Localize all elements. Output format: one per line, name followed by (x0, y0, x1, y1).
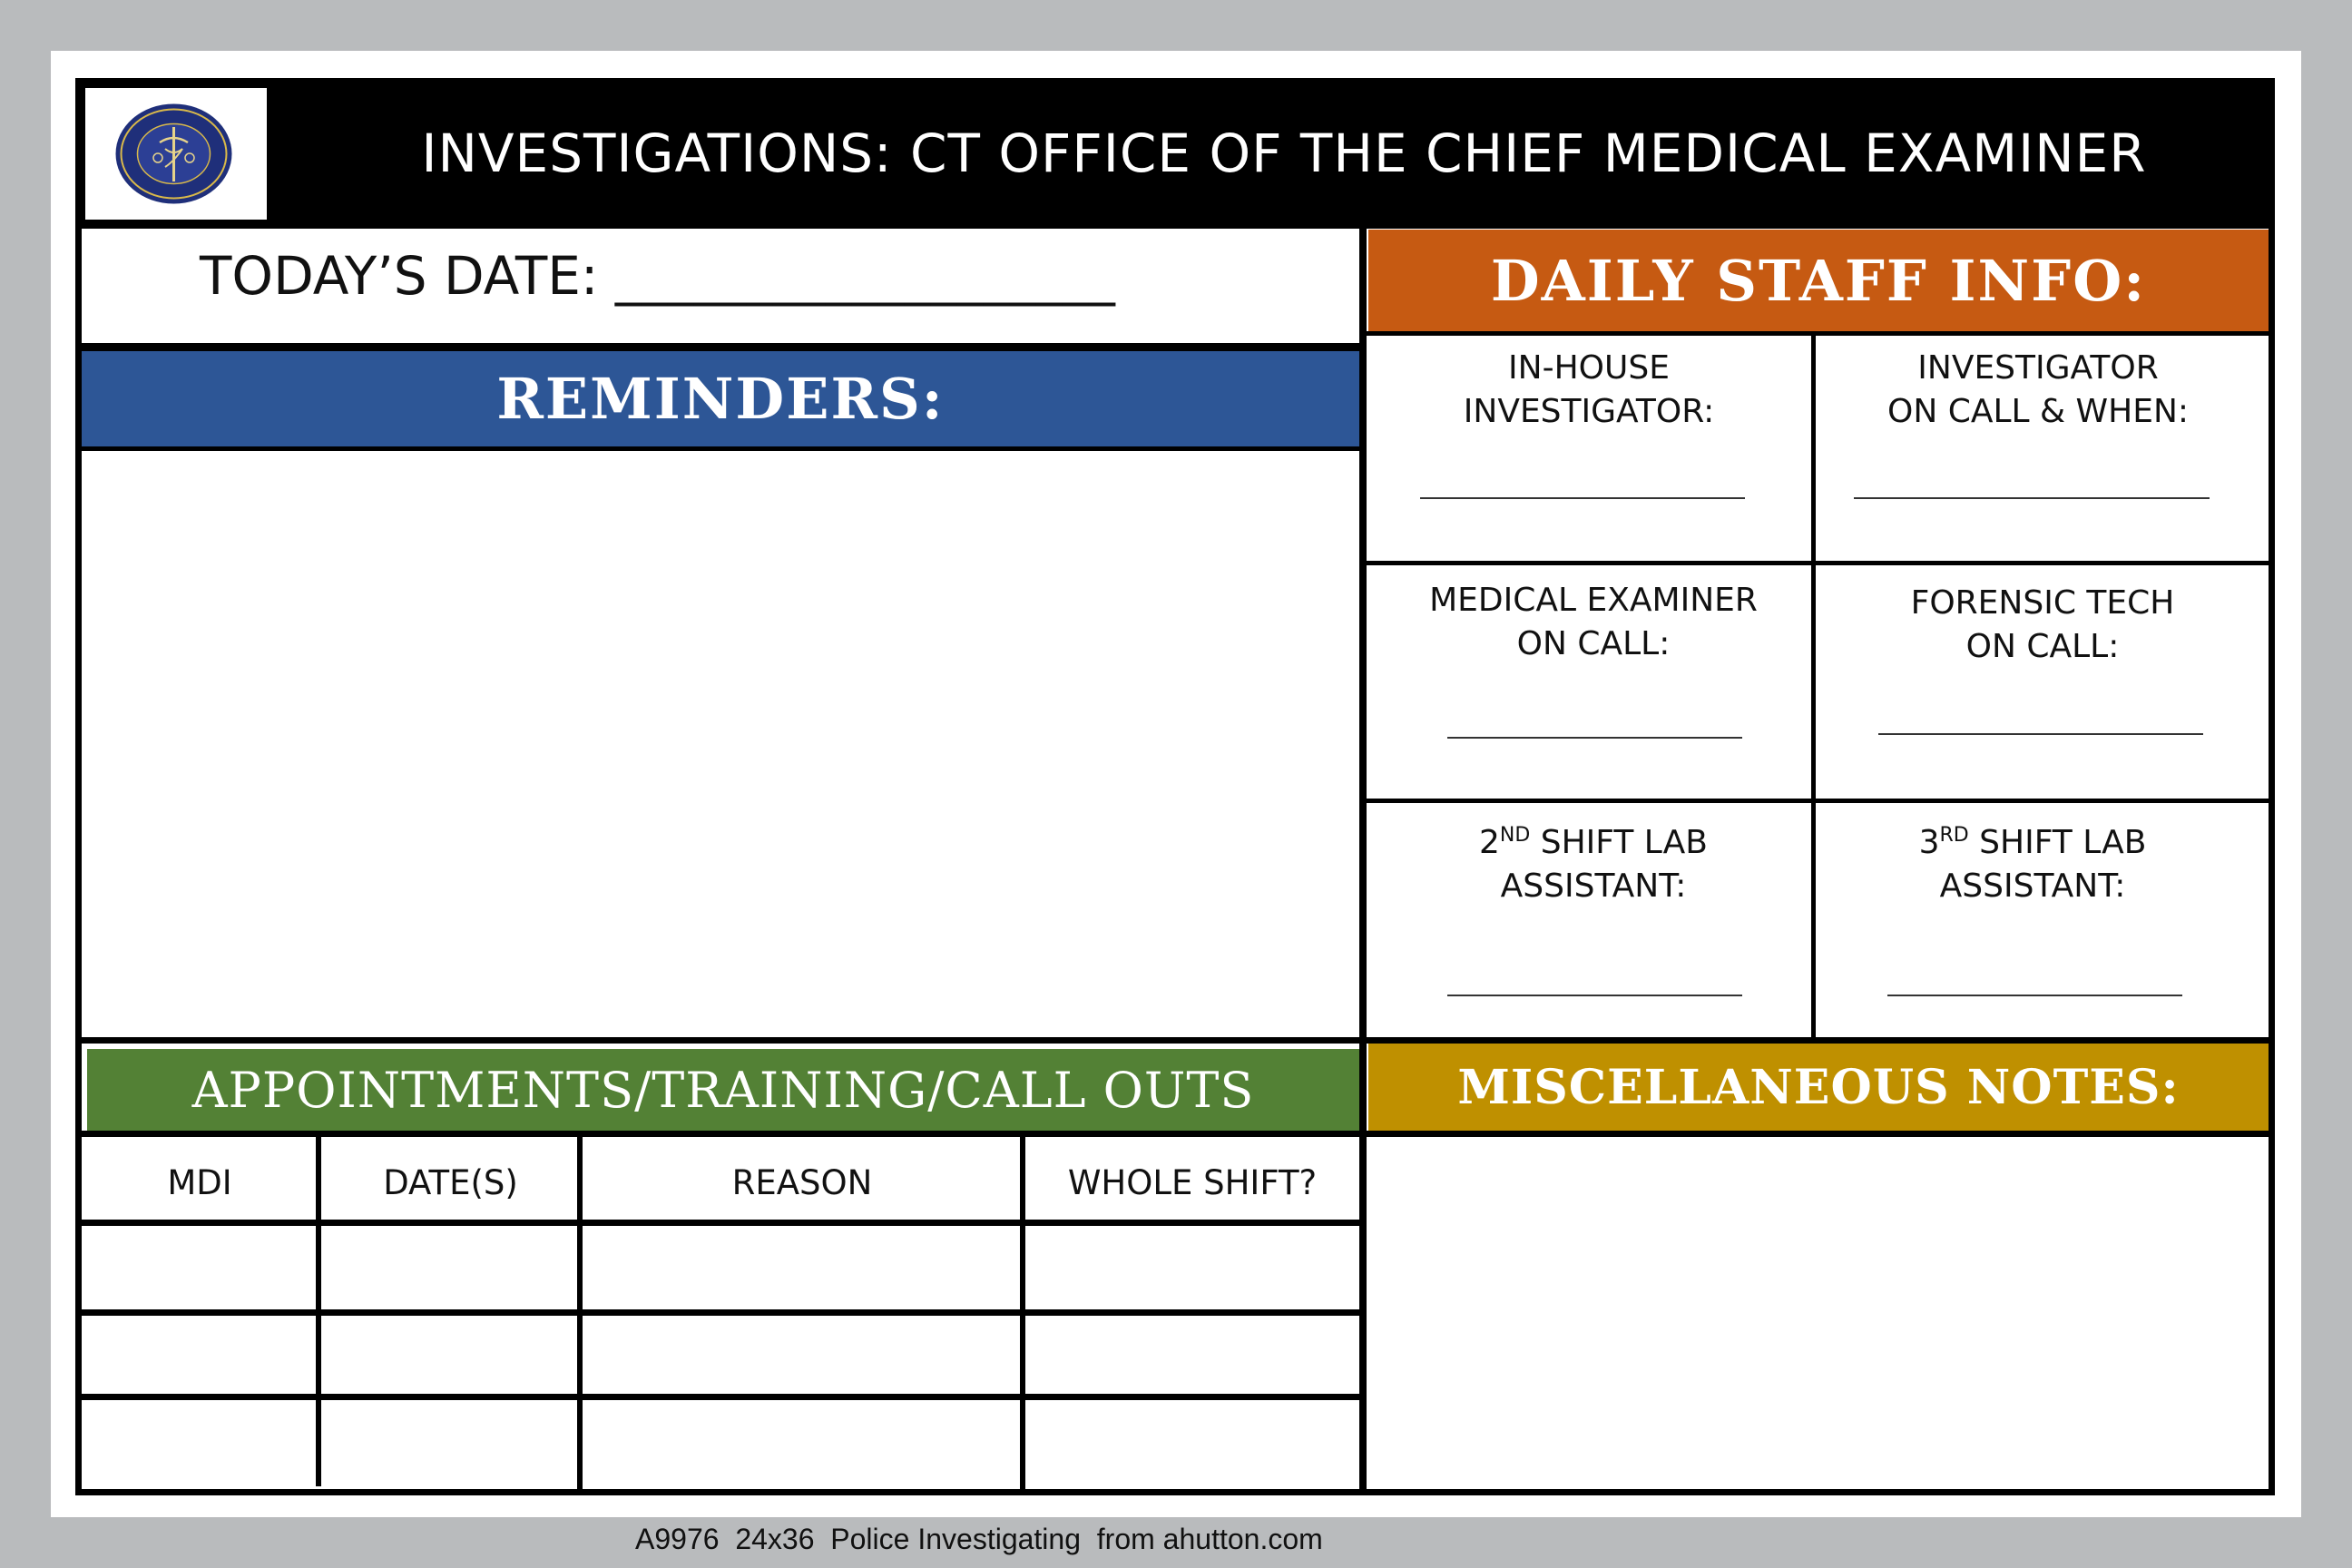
daily-staff-info-header: DAILY STAFF INFO: (1368, 230, 2269, 331)
staff-cell-2nd-shift-lab-assistant[interactable]: 2ND SHIFT LAB ASSISTANT: (1478, 824, 1708, 905)
todays-date-field[interactable] (200, 245, 1115, 307)
page-title: INVESTIGATIONS: CT OFFICE OF THE CHIEF MEDICAL EXAMINER (421, 122, 2147, 184)
footer-caption: A9976 24x36 Police Investigating from ahutton.com (635, 1523, 1323, 1555)
divider-above-appointments (82, 1037, 2269, 1044)
column-header-whole-shift: WHOLE SHIFT? (1067, 1163, 1318, 1202)
column-header-reason: REASON (731, 1163, 873, 1202)
divider-under-misc-band (1367, 1131, 2269, 1137)
table-row[interactable] (82, 1316, 1359, 1394)
staff-blank-medical-examiner-on-call (1447, 737, 1742, 739)
staff-cell-medical-examiner-on-call[interactable]: MEDICAL EXAMINER ON CALL: (1429, 582, 1758, 662)
staff-blank-forensic-tech-on-call (1878, 733, 2203, 735)
appointments-header: APPOINTMENTS/TRAINING/CALL OUTS (87, 1049, 1359, 1131)
reminders-header: REMINDERS: (82, 351, 1359, 446)
miscellaneous-notes-header: MISCELLANEOUS NOTES: (1368, 1044, 2269, 1131)
divider-under-appointments-band (82, 1131, 1361, 1137)
todays-date-blank: ___________________ (614, 245, 1115, 307)
staff-cell-3rd-shift-lab-assistant[interactable]: 3RD SHIFT LAB ASSISTANT: (1918, 824, 2147, 905)
table-row[interactable] (82, 1400, 1359, 1486)
staff-cell-in-house-investigator[interactable]: IN-HOUSE INVESTIGATOR: (1463, 349, 1715, 430)
table-row-divider-2 (82, 1309, 1361, 1316)
staff-blank-investigator-on-call (1854, 497, 2210, 499)
staff-blank-2nd-shift-lab-assistant (1447, 995, 1742, 996)
divider-under-date (82, 343, 1361, 351)
miscellaneous-notes-area[interactable] (1367, 1137, 2269, 1486)
table-row[interactable] (82, 1226, 1359, 1309)
staff-blank-3rd-shift-lab-assistant (1887, 995, 2182, 996)
column-header-dates: DATE(S) (383, 1163, 518, 1202)
staff-cell-investigator-on-call[interactable]: INVESTIGATOR ON CALL & WHEN: (1886, 349, 2189, 430)
divider-under-title (82, 222, 2269, 229)
table-row-divider-1 (82, 1220, 1361, 1226)
ocme-seal-icon (113, 102, 235, 206)
divider-staff-row-2 (1367, 799, 2269, 803)
divider-main-vertical (1359, 222, 1367, 1493)
staff-blank-in-house-investigator (1420, 497, 1745, 499)
staff-cell-forensic-tech-on-call[interactable]: FORENSIC TECH ON CALL: (1910, 584, 2175, 665)
divider-staff-vertical (1811, 331, 1816, 1039)
todays-date-label: TODAY’S DATE: (200, 245, 599, 307)
reminders-area[interactable] (82, 451, 1359, 1037)
divider-under-staff-band (1367, 331, 2269, 336)
table-row-divider-3 (82, 1394, 1361, 1400)
divider-staff-row-1 (1367, 561, 2269, 565)
column-header-mdi: MDI (167, 1163, 232, 1202)
